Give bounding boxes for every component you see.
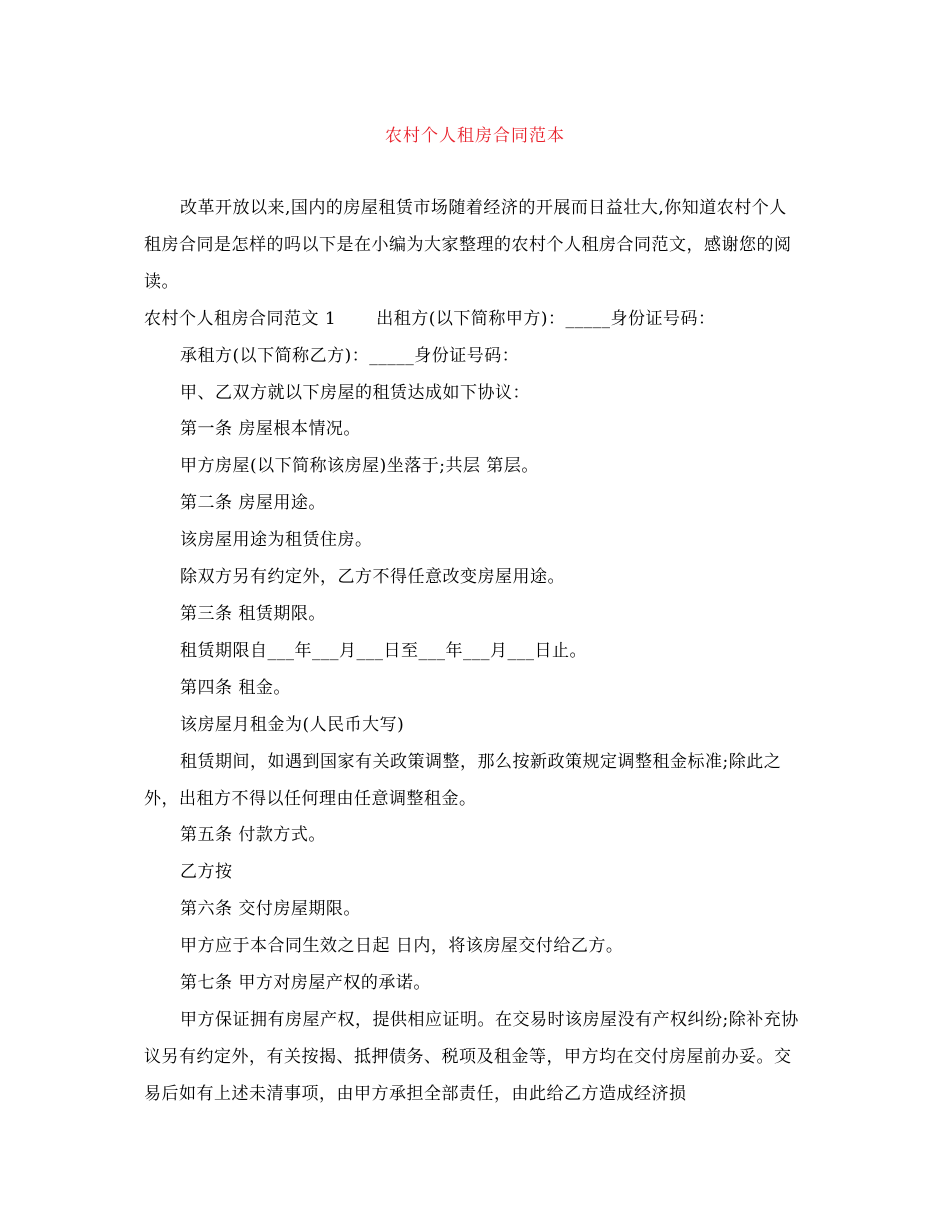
article-3-heading: 第三条 租赁期限。: [180, 603, 326, 624]
article-4-text-2: 租赁期间，如遇到国家有关政策调整，那么按新政策规定调整租金标准;除此之外，出租方不得以任何理由任意调整租金。: [144, 751, 782, 809]
article-7-text: 甲方保证拥有房屋产权，提供相应证明。在交易时该房屋没有产权纠纷;除补充协议另有约定外，有关按揭、抵押债务、税项及租金等，甲方均在交付房屋前办妥。交易后如有上述未清事项，由甲方承担全部责任，由此给乙方造成经济损: [144, 1009, 799, 1104]
document-body: [144, 190, 804, 1113]
article-5-heading: 第五条 付款方式。: [180, 825, 326, 846]
article-1-heading: 第一条 房屋根本情况。: [180, 419, 361, 440]
intro-paragraph: 改革开放以来,国内的房屋租赁市场随着经济的开展而日益壮大,你知道农村个人租房合同是怎样的吗以下是在小编为大家整理的农村个人租房合同范文，感谢您的阅读。: [144, 198, 792, 292]
article-2-text-2: 除双方另有约定外，乙方不得任意改变房屋用途。: [180, 567, 565, 588]
article-4-text-1: 该房屋月租金为(人民币大写): [180, 714, 405, 735]
contract-heading-line: [144, 301, 804, 338]
document-title: 农村个人租房合同范本: [385, 126, 565, 146]
article-1-text: 甲方房屋(以下简称该房屋)坐落于;共层 第层。: [180, 456, 539, 477]
article-3-text: 租赁期限自___年___月___日至___年___月___日止。: [180, 640, 587, 661]
article-2-text-1: 该房屋用途为租赁住房。: [180, 530, 373, 551]
article-5-text: 乙方按: [180, 862, 233, 883]
contract-heading-label: 农村个人租房合同范文 1: [144, 308, 337, 329]
article-6-text: 甲方应于本合同生效之日起 日内，将该房屋交付给乙方。: [180, 936, 624, 957]
lessee-line: 承租方(以下简称乙方)：_____身份证号码：: [180, 345, 520, 366]
article-4-heading: 第四条 租金。: [180, 677, 291, 698]
lessor-line: 出租方(以下简称甲方)：_____身份证号码：: [376, 308, 716, 329]
article-6-heading: 第六条 交付房屋期限。: [180, 899, 361, 920]
article-7-heading: 第七条 甲方对房屋产权的承诺。: [180, 973, 431, 994]
agreement-intro: 甲、乙双方就以下房屋的租赁达成如下协议：: [180, 382, 530, 403]
article-2-heading: 第二条 房屋用途。: [180, 493, 326, 514]
